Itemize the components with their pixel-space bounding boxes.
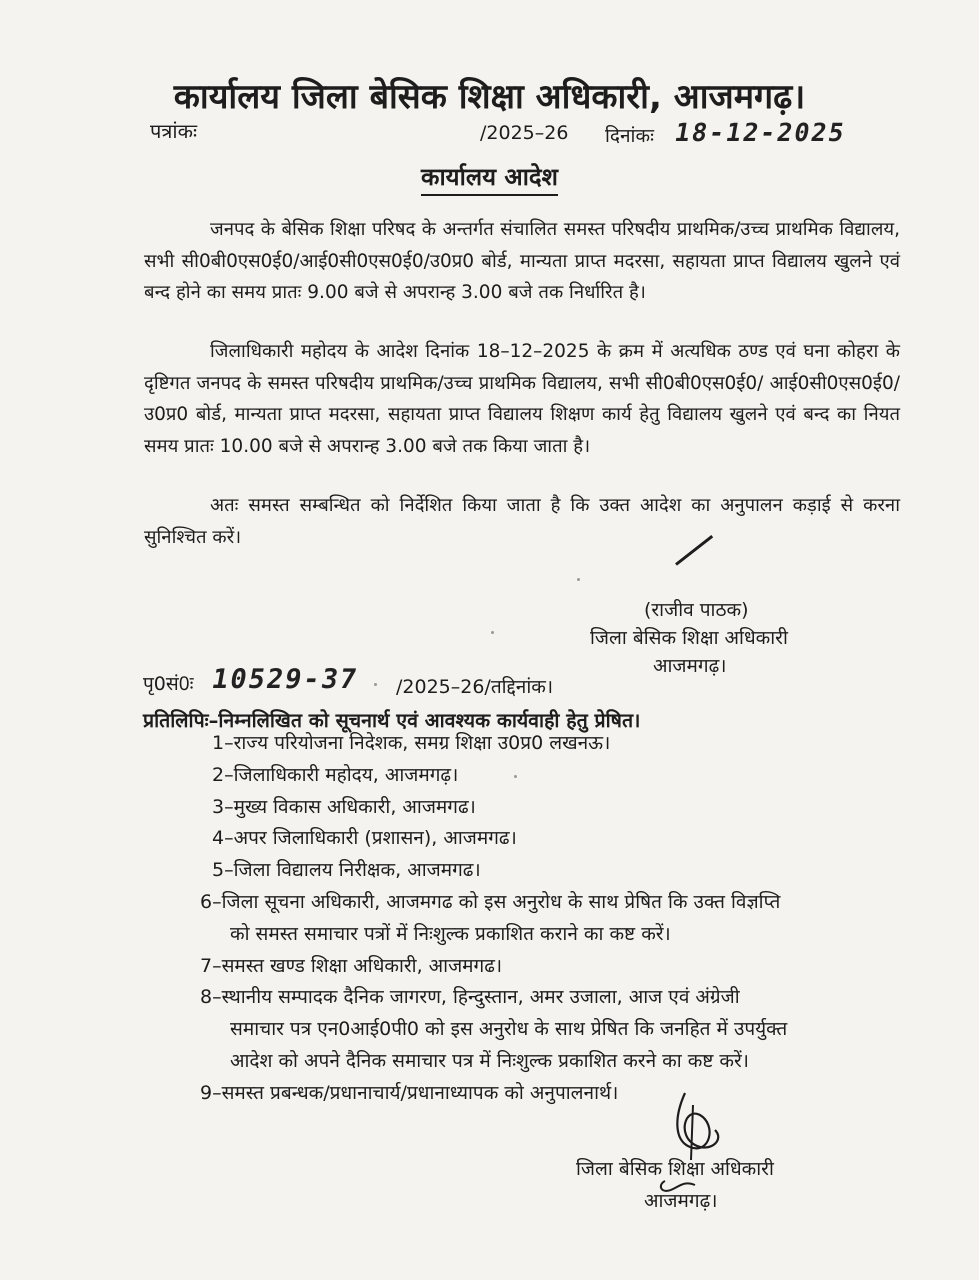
reference-year: /2025–26: [480, 122, 569, 144]
copy-recipient-list: [200, 728, 900, 1110]
pusan-label: पृ0सं0ः: [143, 673, 194, 695]
office-heading: कार्यालय जिला बेसिक शिक्षा अधिकारी, आजमगढ़।: [173, 77, 806, 117]
signatory-place: आजमगढ़।: [653, 655, 727, 677]
date-label: दिनांकः: [605, 125, 654, 147]
body-paragraph-2: [144, 336, 900, 462]
scan-speck: [374, 683, 377, 686]
list-item: 6–जिला सूचना अधिकारी, आजमगढ को इस अनुरोध के साथ प्रेषित कि उक्त विज्ञप्ति: [200, 890, 781, 913]
patrank-label: पत्रांकः: [150, 119, 197, 143]
body-paragraph-1-text: जनपद के बेसिक शिक्षा परिषद के अन्तर्गत संचालित समस्त परिषदीय प्राथमिक/उच्च प्राथमिक विद्यालय, सभी सी0बी0एस0ई0/आई0सी0एस0ई0/उ0प्र0 बोर्ड, मान्यता प्राप्त मदरसा, सहायता प्राप्त विद्यालय खुलने एवं बन्द होने का समय प्रातः 9.00 बजे से अपरान्ह 3.00 बजे तक निर्धारित है।: [144, 219, 900, 303]
list-item: 4–अपर जिलाधिकारी (प्रशासन), आजमगढ।: [212, 827, 517, 850]
signatory-place-2: आजमगढ़।: [644, 1190, 718, 1212]
body-paragraph-2-text: जिलाधिकारी महोदय के आदेश दिनांक 18–12–2025 के क्रम में अत्यधिक ठण्ड एवं घना कोहरा के दृष्टिगत जनपद के समस्त परिषदीय प्राथमिक/उच्च प्राथमिक विद्यालय, सभी सी0बी0एस0ई0/ आई0सी0एस0ई0/उ0प्र0 बोर्ड, मान्यता प्राप्त मदरसा, सहायता प्राप्त विद्यालय शिक्षण कार्य हेतु विद्यालय खुलने एवं बन्द का नियत समय प्रातः 10.00 बजे से अपरान्ह 3.00 बजे तक किया जाता है।: [144, 341, 900, 457]
copy-to-heading: प्रतिलिपिः–निम्नलिखित को सूचनार्थ एवं आवश्यक कार्यवाही हेतु प्रेषित।: [143, 709, 641, 732]
list-item-continuation: समाचार पत्र एन0आई0पी0 को इस अनुरोध के साथ प्रेषित कि जनहित में उपर्युक्त: [230, 1018, 788, 1041]
pusan-year: /2025–26/तद्दिनांक।: [396, 676, 554, 698]
body-paragraph-3: [144, 490, 900, 553]
order-title: [0, 160, 979, 193]
scan-speck: [514, 775, 517, 778]
signatory-name: (राजीव पाठक): [644, 599, 749, 621]
body-paragraph-3-text: अतः समस्त सम्बन्धित को निर्देशित किया जाता है कि उक्त आदेश का अनुपालन कड़ाई से करना सुनिश्चित करें।: [144, 495, 900, 548]
order-title-text: कार्यालय आदेश: [421, 163, 558, 196]
signatory-designation: जिला बेसिक शिक्षा अधिकारी: [590, 627, 788, 649]
list-item: 5–जिला विद्यालय निरीक्षक, आजमगढ।: [212, 859, 481, 882]
list-item: 8–स्थानीय सम्पादक दैनिक जागरण, हिन्दुस्तान, अमर उजाला, आज एवं अंग्रेजी: [200, 986, 740, 1009]
signatory-designation-2: जिला बेसिक शिक्षा अधिकारी: [576, 1158, 774, 1180]
list-item: 3–मुख्य विकास अधिकारी, आजमगढ।: [212, 795, 476, 818]
list-item-continuation: आदेश को अपने दैनिक समाचार पत्र में निःशुल्क प्रकाशित करने का कष्ट करें।: [230, 1049, 749, 1072]
list-item: 7–समस्त खण्ड शिक्षा अधिकारी, आजमगढ।: [200, 954, 503, 977]
scan-speck: [577, 578, 580, 581]
list-item-continuation: को समस्त समाचार पत्रों में निःशुल्क प्रकाशित कराने का कष्ट करें।: [230, 922, 671, 945]
list-item: 1–राज्य परियोजना निदेशक, समग्र शिक्षा उ0प्र0 लखनऊ।: [212, 732, 611, 754]
pusan-number: 10529-37: [209, 664, 361, 695]
list-item: 9–समस्त प्रबन्धक/प्रधानाचार्य/प्रधानाध्यापक को अनुपालनार्थ।: [200, 1081, 619, 1104]
scan-speck: [491, 631, 494, 634]
handwritten-date: 18-12-2025: [672, 118, 849, 147]
body-paragraph-1: [144, 214, 900, 309]
list-item: 2–जिलाधिकारी महोदय, आजमगढ़।: [212, 763, 459, 786]
